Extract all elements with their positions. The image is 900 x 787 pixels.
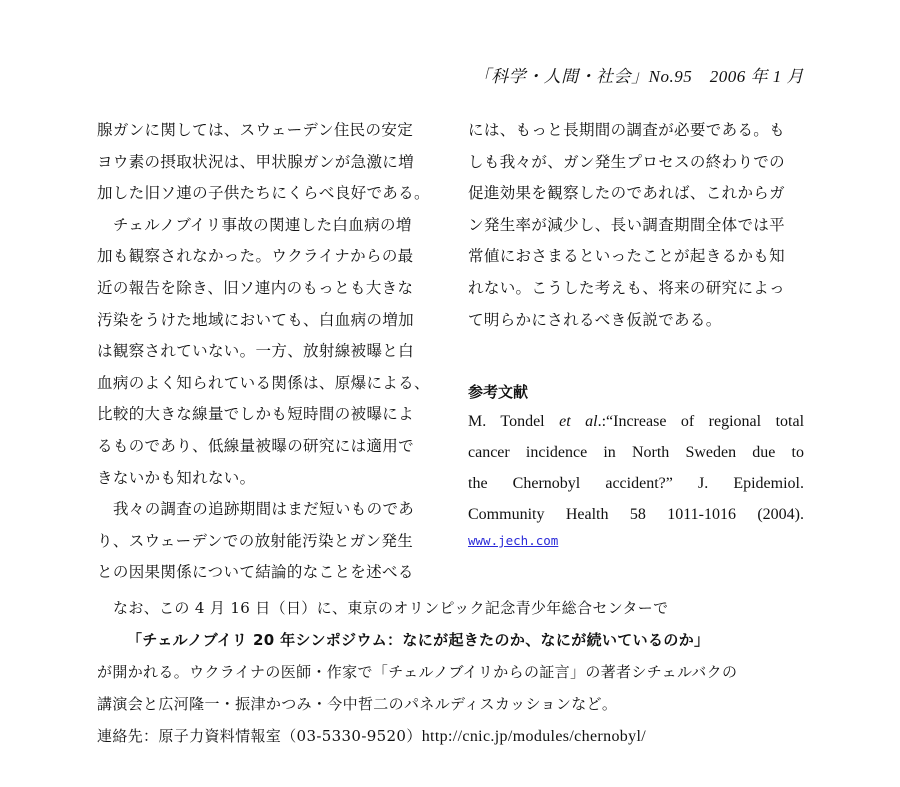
body-line: 血病のよく知られている関係は、原爆による、	[97, 373, 430, 392]
journal-header: 「科学・人間・社会」No.95 2006 年 1 月	[473, 67, 804, 86]
body-line: との因果関係について結論的なことを述べる	[97, 563, 414, 582]
reference-line: cancer incidence in North Sweden due to	[468, 444, 804, 462]
reference-title-start: .:“Increase of regional total	[597, 413, 805, 431]
event-title: 「チェルノブイリ 20 年シンポジウム：なにが起きたのか、なにが続いているのか」	[127, 631, 710, 649]
body-line: れない。こうした考えも、将来の研究によっ	[468, 278, 786, 297]
reference-url-link[interactable]: www.jech.com	[468, 533, 559, 549]
body-line: きないかも知れない。	[97, 468, 256, 487]
body-line: るものであり、低線量被曝の研究には適用で	[97, 436, 415, 455]
paragraph-start-line: チェルノブイリ事故の関連した白血病の増	[113, 215, 412, 234]
notice-line: なお、この 4 月 16 日（日）に、東京のオリンピック記念青少年総合センターで	[113, 599, 669, 617]
reference-authors: M. Tondel	[468, 413, 545, 431]
reference-line	[468, 406, 804, 437]
contact-url-link[interactable]: http://cnic.jp/modules/chernobyl/	[421, 728, 647, 745]
contact-line	[97, 720, 817, 752]
left-column	[97, 115, 447, 589]
body-line: しも我々が、ガン発生プロセスの終わりでの	[468, 152, 786, 171]
body-line: 常値におさまるといったことが起きるかも知	[468, 247, 786, 266]
body-line: 加した旧ソ連の子供たちにくらべ良好である。	[97, 184, 430, 203]
reference-et-al: et al	[559, 413, 598, 431]
body-line: 比較的大きな線量でしかも短時間の被曝によ	[97, 405, 415, 424]
body-line: 腺ガンに関しては、スウェーデン住民の安定	[97, 121, 414, 139]
references-heading: 参考文献	[468, 383, 529, 402]
body-line: 加も観察されなかった。ウクライナからの最	[97, 247, 414, 266]
notice-line: が開かれる。ウクライナの医師・作家で「チェルノブイリからの証言」の著者シチェルバクの	[97, 663, 738, 681]
body-line: ヨウ素の摂取状況は、甲状腺ガンが急激に増	[97, 152, 415, 171]
symposium-notice	[97, 592, 817, 752]
body-line: ン発生率が減少し、長い調査期間全体では平	[468, 215, 786, 234]
reference-line: Community Health 58 1011-1016 (2004).	[468, 506, 804, 524]
notice-line: 講演会と広河隆一・振津かつみ・今中哲二のパネルディスカッションなど。	[97, 695, 618, 713]
paragraph-start-line: 我々の調査の追跡期間はまだ短いものであ	[113, 500, 415, 519]
body-line: 近の報告を除き、旧ソ連内のもっとも大きな	[97, 278, 414, 297]
right-column	[468, 115, 808, 549]
contact-label: 連絡先：原子力資料情報室（03-5330-9520）	[97, 727, 422, 745]
body-line: は観察されていない。一方、放射線被曝と白	[97, 342, 415, 361]
body-line: て明らかにされるべき仮説である。	[468, 310, 722, 329]
body-line: 汚染をうけた地域においても、白血病の増加	[97, 310, 415, 329]
body-line: 促進効果を観察したのであれば、これからガ	[468, 184, 786, 203]
body-line: には、もっと長期間の調査が必要である。も	[468, 121, 786, 139]
reference-line: the Chernobyl accident?” J. Epidemiol.	[468, 475, 804, 493]
body-line: り、スウェーデンでの放射能汚染とガン発生	[97, 531, 414, 550]
